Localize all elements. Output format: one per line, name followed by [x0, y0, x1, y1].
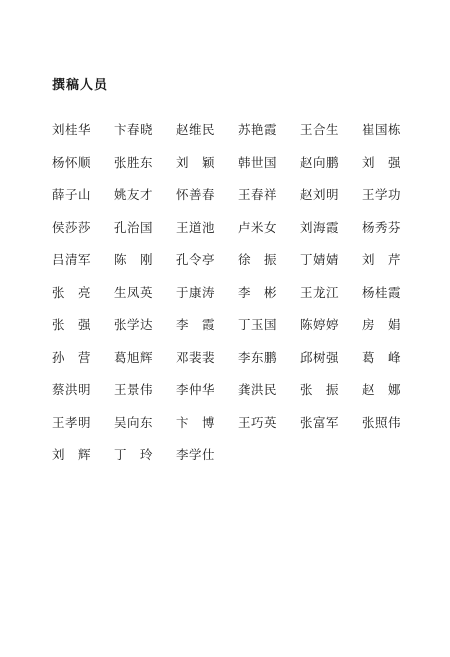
contributor-name: 卢米女: [238, 219, 278, 235]
contributor-name: 丁婧婧: [300, 252, 340, 267]
contributor-name: 邱树强: [300, 349, 340, 365]
contributor-name: 房 娟: [362, 317, 402, 332]
contributor-name: 赵向鹏: [300, 154, 340, 170]
contributor-name-grid: [52, 122, 412, 480]
contributor-name: 刘海霞: [300, 219, 340, 235]
contributor-name: 张胜东: [114, 154, 154, 170]
contributor-name: 杨秀芬: [362, 219, 402, 235]
contributor-name: 生凤英: [114, 284, 154, 300]
contributor-name: 王道池: [176, 219, 216, 235]
contributor-name: 张 亮: [52, 284, 92, 300]
contributor-name: 侯莎莎: [52, 219, 92, 235]
contributor-name: 李 霞: [176, 317, 216, 332]
contributor-name: 丁 玲: [114, 447, 154, 462]
contributor-name: 徐 振: [238, 252, 278, 267]
contributor-name: 王孝明: [52, 414, 92, 430]
contributor-name: 怀善春: [176, 187, 216, 202]
contributor-name: 王学功: [362, 187, 402, 202]
contributor-name: 刘 颖: [176, 154, 216, 170]
contributor-name: 刘 辉: [52, 447, 92, 462]
contributor-name: 王巧英: [238, 414, 278, 430]
contributor-name: 邓裴裴: [176, 349, 216, 365]
contributor-name: 丁玉国: [238, 317, 278, 332]
section-heading: 撰稿人员: [52, 78, 109, 93]
contributor-name: 赵 娜: [362, 382, 402, 397]
contributor-name: 薛子山: [52, 187, 92, 202]
contributor-name: 王合生: [300, 122, 340, 137]
contributor-name: 李仲华: [176, 382, 216, 397]
contributor-name: 赵刘明: [300, 187, 340, 202]
contributor-name: 王景伟: [114, 382, 154, 397]
contributor-name: 吴向东: [114, 414, 154, 430]
contributor-name: 刘桂华: [52, 122, 92, 137]
contributor-name: 李学仕: [176, 447, 216, 462]
contributor-name: 孙 营: [52, 349, 92, 365]
contributor-name: 李 彬: [238, 284, 278, 300]
contributor-name: 崔国栋: [362, 122, 402, 137]
contributor-name: 王龙江: [300, 284, 340, 300]
contributor-name: 张学达: [114, 317, 154, 332]
contributor-name: 李东鹏: [238, 349, 278, 365]
contributor-name: 杨怀顺: [52, 154, 92, 170]
contributor-name: 孔治国: [114, 219, 154, 235]
contributor-name: 葛 峰: [362, 349, 402, 365]
contributor-name: 刘 强: [362, 154, 402, 170]
contributor-name: 蔡洪明: [52, 382, 92, 397]
contributor-name: 张 强: [52, 317, 92, 332]
contributor-name: 姚友才: [114, 187, 154, 202]
contributor-name: 张 振: [300, 382, 340, 397]
contributor-name: 吕清军: [52, 252, 92, 267]
contributor-name: 韩世国: [238, 154, 278, 170]
contributor-name: 张照伟: [362, 414, 402, 430]
contributor-name: 张富军: [300, 414, 340, 430]
contributor-name: 龚洪民: [238, 382, 278, 397]
contributor-name: 刘 芹: [362, 252, 402, 267]
contributor-name: 卞 博: [176, 414, 216, 430]
contributor-name: 王春祥: [238, 187, 278, 202]
contributor-name: 苏艳霞: [238, 122, 278, 137]
contributor-name: 陈 刚: [114, 252, 154, 267]
contributor-name: 孔令亭: [176, 252, 216, 267]
contributor-name: 于康涛: [176, 284, 216, 300]
contributor-name: 赵维民: [176, 122, 216, 137]
contributor-name: 葛旭辉: [114, 349, 154, 365]
contributor-name: 杨桂霞: [362, 284, 402, 300]
contributor-name: 陈婷婷: [300, 317, 340, 332]
contributor-name: 卞春晓: [114, 122, 154, 137]
